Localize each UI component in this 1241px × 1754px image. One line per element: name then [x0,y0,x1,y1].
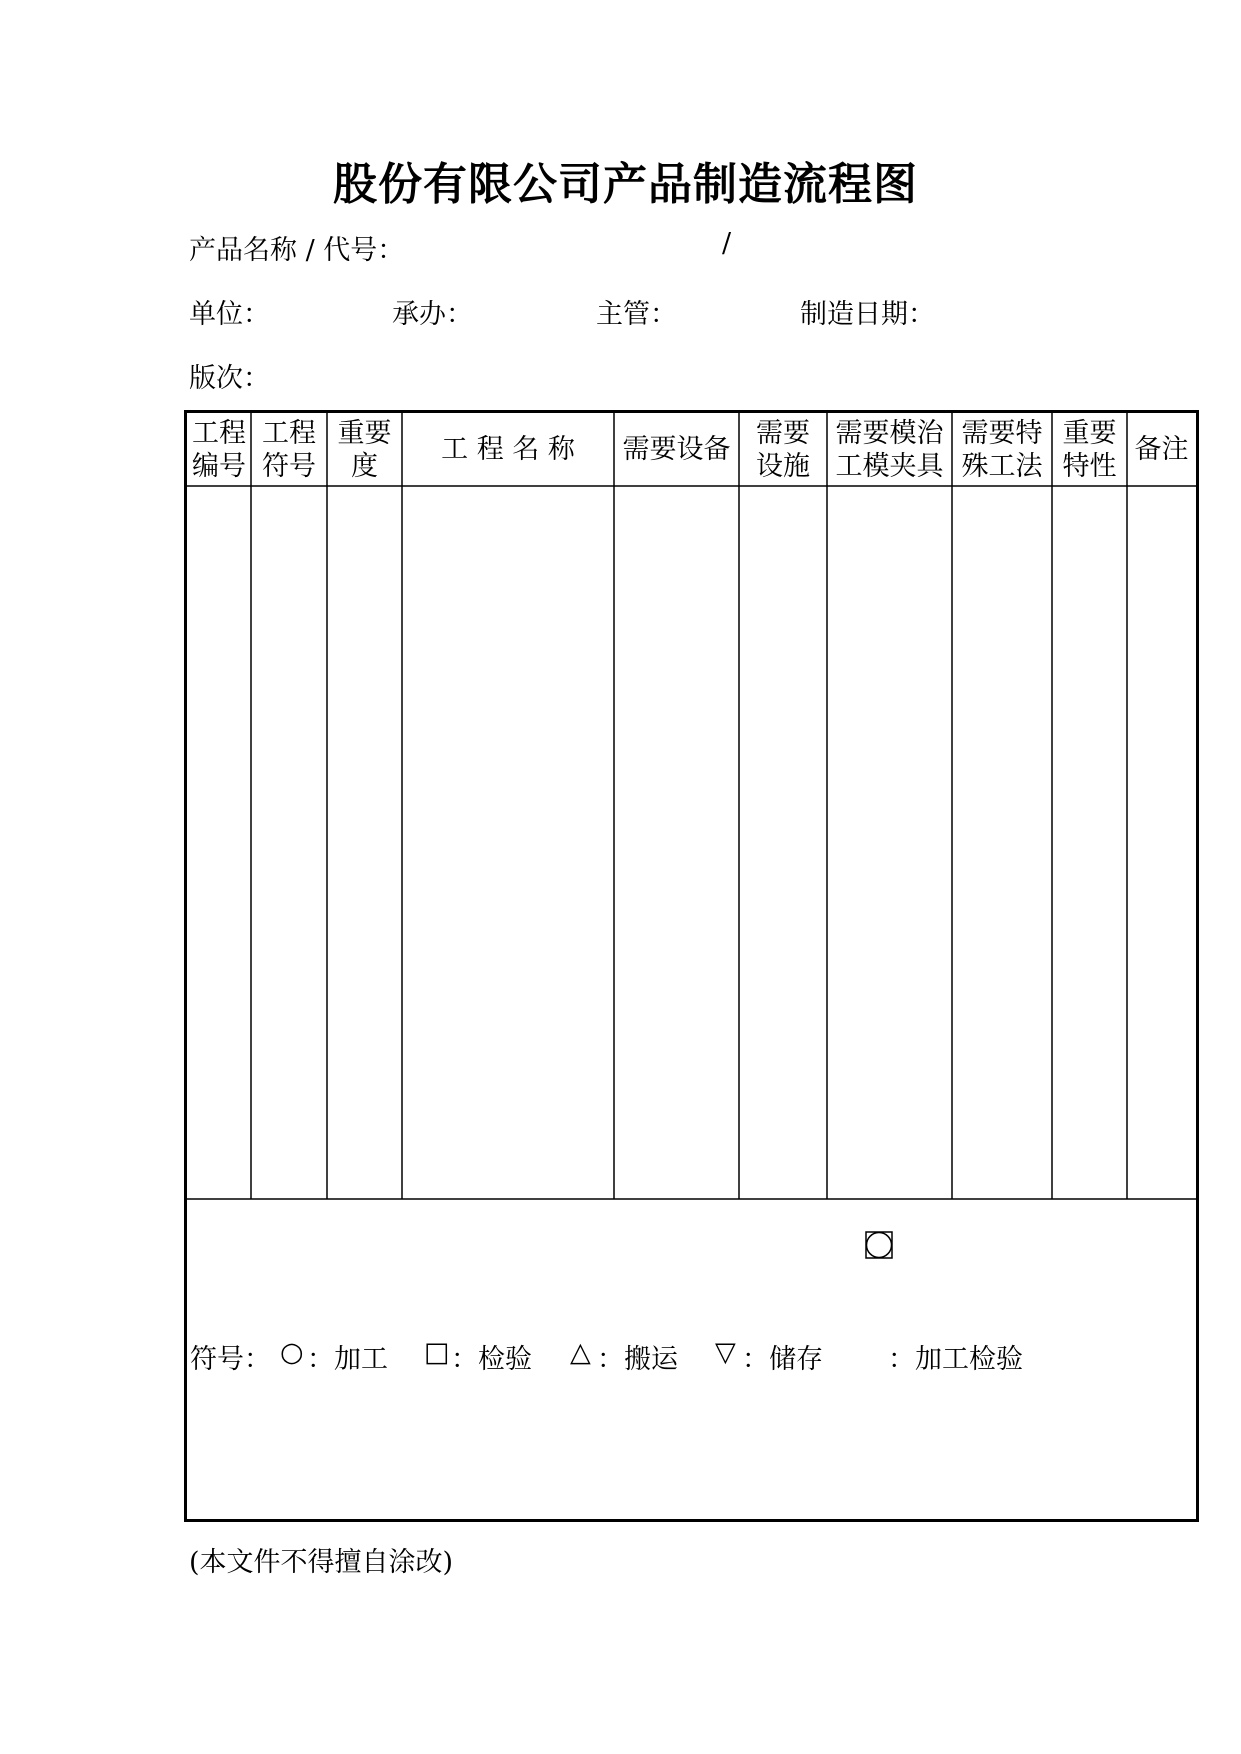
legend-square-symbol: □ [424,1337,450,1368]
legend-inverted-triangle-symbol: ▽ [715,1337,736,1368]
legend-process-inspection-label: ：加工检验 [888,1344,1023,1375]
legend-triangle-symbol: △ [570,1337,591,1368]
no-alteration-note: (本文件不得擅自涂改) [189,1547,454,1578]
header-process-number: 工程 编号 [192,417,246,482]
header-process-symbol: 工程 符号 [262,417,316,482]
legend-circle-symbol: ○ [280,1337,304,1368]
header-remarks: 备注 [1134,434,1189,465]
process-flow-table [184,410,1199,1522]
supervisor-label: 主管： [596,299,677,330]
process-inspection-symbol-icon [865,1231,893,1259]
product-code-separator: / [722,228,732,259]
header-required-facilities: 需要 设施 [756,417,810,482]
header-key-characteristics: 重要 特性 [1062,417,1117,482]
header-required-tooling: 需要模治 工模夹具 [835,417,944,482]
header-required-equipment: 需要设备 [622,434,731,465]
header-process-name: 工 程 名 称 [441,434,575,465]
header-special-methods: 需要特 殊工法 [961,417,1043,482]
product-name-label: 产品名称 / 代号： [189,235,405,266]
legend-inspection-label: ：检验 [451,1344,532,1375]
legend-process-label: ：加工 [307,1344,388,1375]
legend-transport-label: ：搬运 [597,1344,678,1375]
page-title: 股份有限公司产品制造流程图 [333,159,918,210]
manufacture-date-label: 制造日期： [800,299,935,330]
version-label: 版次： [189,363,270,394]
handler-label: 承办： [392,299,473,330]
unit-label: 单位： [189,299,270,330]
header-importance: 重要 度 [337,417,392,482]
legend-storage-label: ：储存 [742,1344,823,1375]
symbol-legend-prefix: 符号： [190,1344,271,1375]
